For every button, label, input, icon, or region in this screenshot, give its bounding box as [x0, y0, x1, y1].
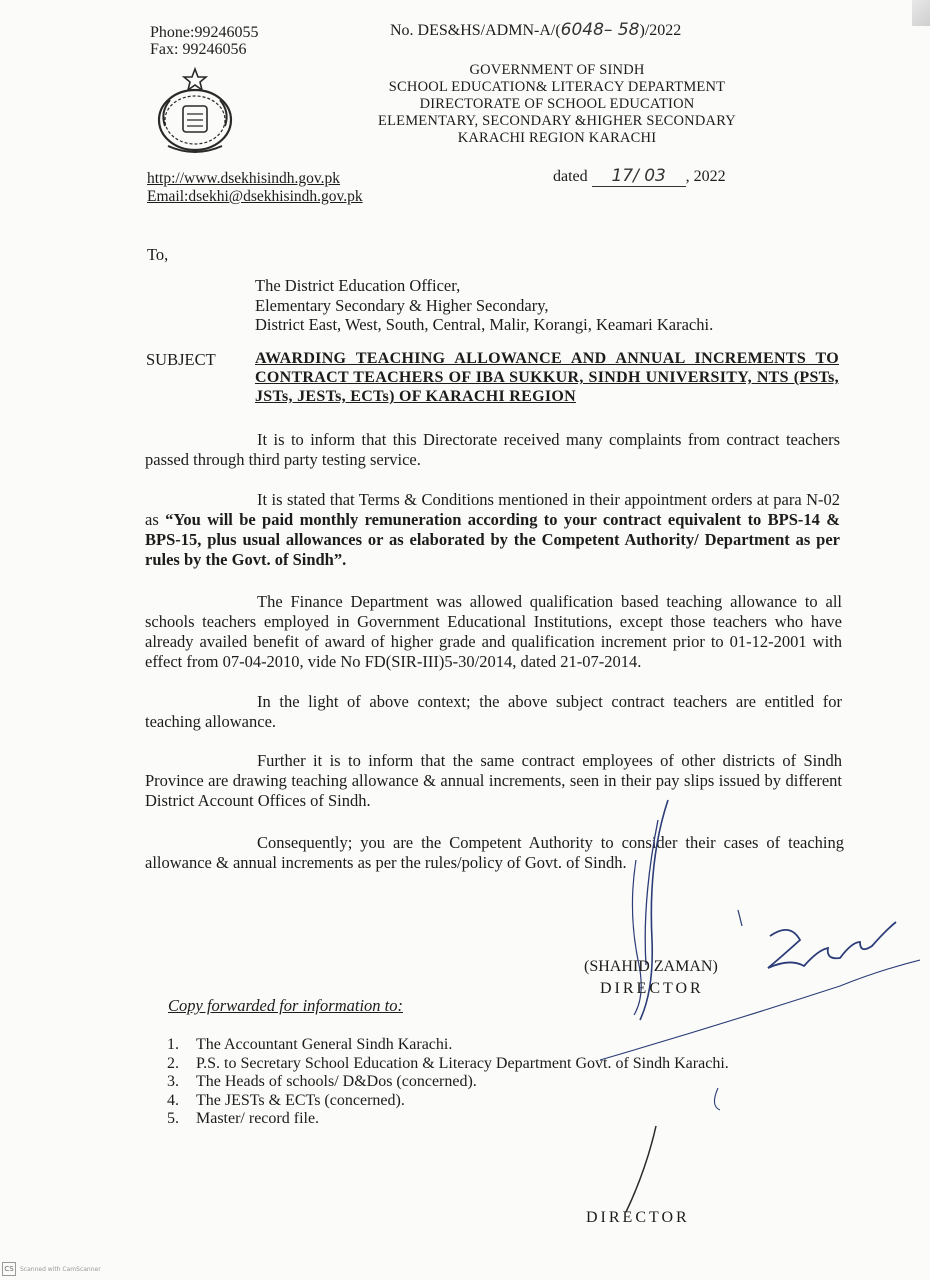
list-item: 3. The Heads of schools/ D&Dos (concerned).: [167, 1073, 477, 1090]
initial-mark-icon: [610, 1120, 670, 1220]
header-line: ELEMENTARY, SECONDARY &HIGHER SECONDARY: [378, 113, 736, 129]
paragraph-3: The Finance Department was allowed qualification based teaching allowance to all schools teachers employed in Government Educational Institutions, except those teachers who have already availed benefit of award of higher grade and qualification increment prior to 01-12-2001 with effect from 07-04-2010, vide No FD(SIR-III)5-30/2014, dated 21-07-2014.: [145, 592, 842, 671]
quoted-terms: “You will be paid monthly remuneration according to your contract equivalent to BPS-14 & BPS-15, plus usual allowances or as elaborated by the Competent Authority/ Department as per rules by the Govt. of Sindh”.: [145, 510, 840, 569]
paragraph-2: It is stated that Terms & Conditions mentioned in their appointment orders at para N-02 as “You will be paid monthly remuneration according to your contract equivalent to BPS-14 & BPS-15, plus usual allowances or as elaborated by the Competent Authority/ Department as per rules by the Govt. of Sindh”.: [145, 490, 840, 569]
email-link[interactable]: Email:dsekhi@dsekhisindh.gov.pk: [147, 188, 363, 205]
subject-label: SUBJECT: [146, 350, 216, 369]
date-line: [553, 166, 726, 187]
addressee-line: District East, West, South, Central, Malir, Korangi, Keamari Karachi.: [255, 315, 714, 334]
sindh-emblem-icon: [148, 66, 236, 158]
paragraph-1: It is to inform that this Directorate received many complaints from contract teachers passed through third party testing service.: [145, 430, 840, 469]
paragraph-6: Consequently; you are the Competent Authority to consider their cases of teaching allowance & annual increments as per the rules/policy of Govt. of Sindh.: [145, 833, 844, 872]
header-line: DIRECTORATE OF SCHOOL EDUCATION: [419, 96, 695, 112]
list-item: 4. The JESTs & ECTs (concerned).: [167, 1091, 405, 1109]
header-line: SCHOOL EDUCATION& LITERACY DEPARTMENT: [388, 79, 726, 95]
date-year: , 2022: [685, 168, 726, 185]
list-item: 2. P.S. to Secretary School Education & Literacy Department Govt. of Sindh Karachi.: [167, 1054, 729, 1072]
footer-director: DIRECTOR: [586, 1209, 690, 1226]
header-line: KARACHI REGION KARACHI: [457, 130, 657, 146]
department-header: [364, 62, 750, 147]
copy-list: [167, 1036, 729, 1129]
header-line: GOVERNMENT OF SINDH: [469, 62, 645, 78]
website-link[interactable]: http://www.dsekhisindh.gov.pk: [147, 170, 341, 187]
scanner-watermark: CS Scanned with CamScanner: [2, 1262, 101, 1276]
addressee-block: [255, 276, 713, 335]
camscanner-logo-icon: CS: [2, 1262, 16, 1276]
fax-number: Fax: 99246056: [150, 41, 247, 58]
handwritten-reference: 6048– 58: [560, 20, 640, 40]
signatory-name: (SHAHID ZAMAN): [584, 958, 718, 975]
addressee-line: The District Education Officer,: [255, 276, 461, 295]
phone-number: Phone:99246055: [150, 24, 259, 41]
addressee-line: Elementary Secondary & Higher Secondary,: [255, 295, 549, 315]
web-contact: [147, 170, 363, 206]
date-label: dated: [553, 168, 588, 185]
page-corner-shadow: [912, 0, 930, 26]
to-label: To,: [147, 245, 169, 264]
handwritten-date: 17/ 03: [592, 166, 686, 187]
copy-forwarded-title: Copy forwarded for information to:: [168, 996, 403, 1015]
subject-text: AWARDING TEACHING ALLOWANCE AND ANNUAL INCREMENTS TO CONTRACT TEACHERS OF IBA SUKKUR, SINDH UNIVERSITY, NTS (PSTs, JSTs, JESTs, ECTs) OF KARACHI REGION: [255, 350, 839, 405]
contact-block: [150, 24, 258, 58]
list-item: 1. The Accountant General Sindh Karachi.: [167, 1036, 453, 1053]
reference-number: No. DES&HS/ADMN-A/(6048– 58)/2022: [390, 20, 682, 40]
list-item: 5. Master/ record file.: [167, 1110, 320, 1127]
paragraph-4: In the light of above context; the above subject contract teachers are entitled for teaching allowance.: [145, 692, 842, 731]
signatory-title: DIRECTOR: [600, 980, 704, 997]
paragraph-5: Further it is to inform that the same contract employees of other districts of Sindh Province are drawing teaching allowance & annual increments, seen in their pay slips issued by different District Account Offices of Sindh.: [145, 751, 842, 810]
